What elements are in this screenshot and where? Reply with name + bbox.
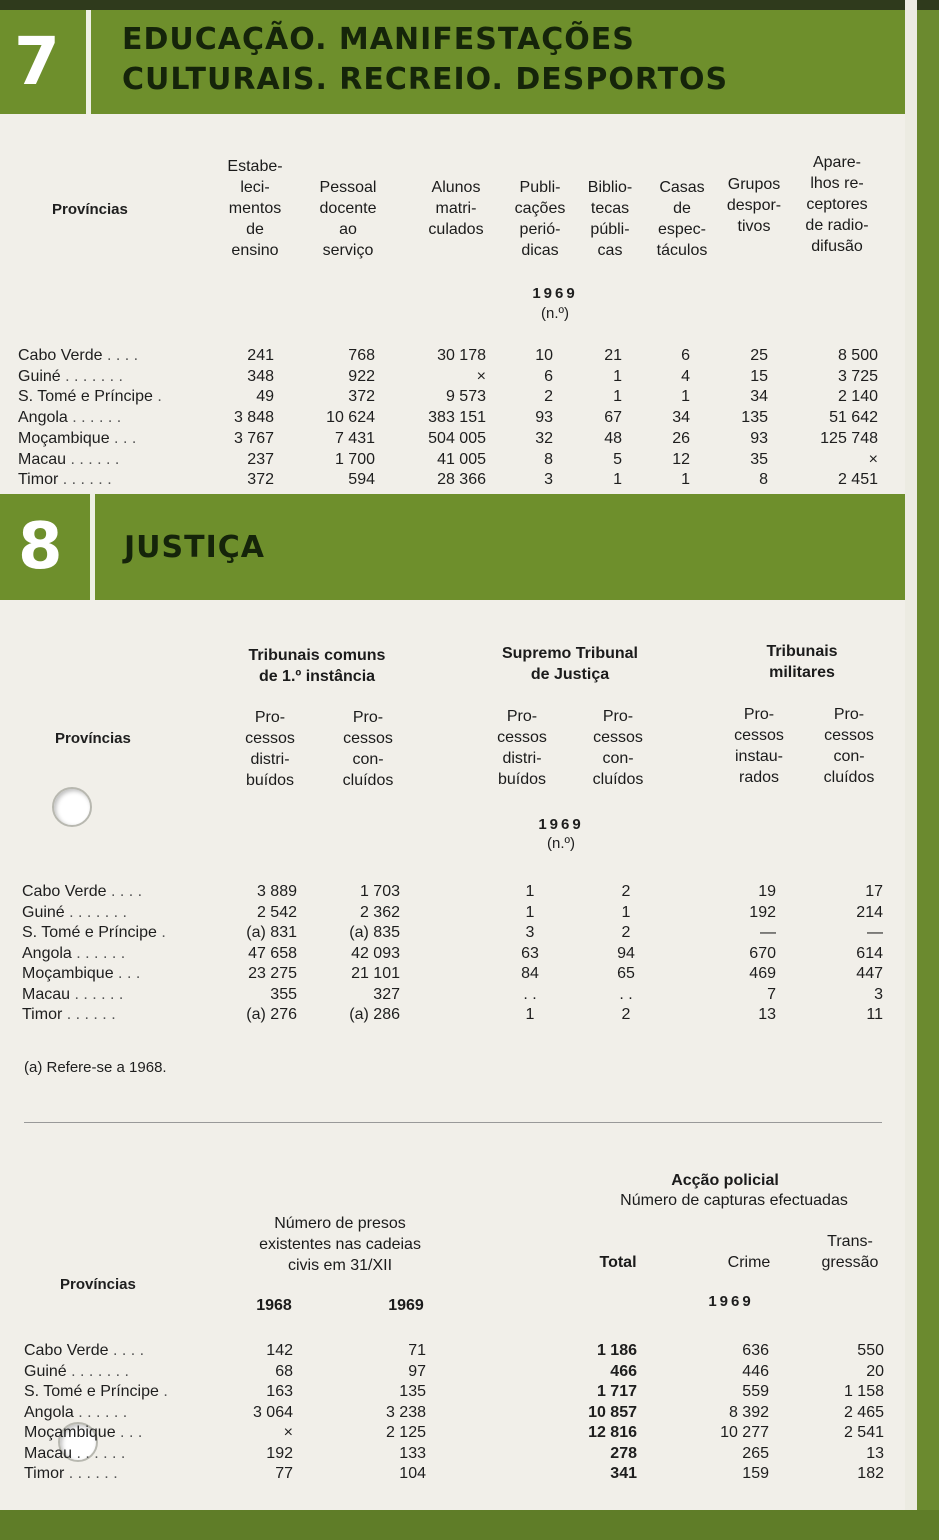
table-row [0,347,905,368]
table-cell: 133 [399,1444,426,1462]
province-name: Timor . . . . . . [22,1006,116,1023]
table-cell: 2 542 [256,903,297,921]
province-name: Moçambique . . . [22,965,141,982]
table-row [0,368,905,389]
table-cell: 19 [758,883,776,900]
year-1969-header: 1969 [388,1297,424,1314]
table-cell: 135 [741,409,768,427]
table-cell: 1 186 [596,1342,637,1359]
table-cell: 1 [621,903,631,921]
group-tribunais-militares: Tribunais militares [766,643,838,681]
transgressao-header: Trans- gressão [821,1233,879,1271]
section-divider-rule [24,1122,882,1123]
table-row [0,924,905,945]
province-name: S. Tomé e Príncipe . [24,1383,168,1400]
province-name: Angola . . . . . . [18,409,122,427]
table-cell: 8 [544,450,553,468]
crime-header: Crime [727,1254,771,1271]
table-cell: 10 857 [588,1403,637,1421]
table-cell: 1 158 [843,1383,884,1400]
table-cell: (a) 286 [349,1006,400,1023]
col-header-casas-espectaculos: Casas de espec- táculos [656,179,708,259]
table-cell: 1 717 [596,1383,637,1400]
table-cell: 104 [399,1465,426,1482]
province-name: Moçambique . . . [18,429,137,447]
table-cell: 94 [617,944,635,962]
group-tribunais-comuns: Tribunais comuns de 1.º instância [248,647,386,685]
table-cell: 71 [408,1342,426,1359]
table-cell: 8 [759,471,768,489]
table-cell: 670 [749,944,776,962]
table-row [0,1383,905,1404]
table-cell: 93 [535,409,553,427]
table-cell: 3 767 [233,429,274,447]
accao-policial-title: Acção policial [671,1172,779,1189]
table-cell: 3 [544,471,553,489]
col-header-aparelhos-receptores: Apare- lhos re- ceptores de radio- difusão [805,154,869,255]
table-cell: 84 [521,965,539,982]
table-cell: 125 748 [820,429,878,447]
col-header-tm-instaurados: Pro- cessos instau- rados [734,706,784,786]
table-cell: 41 005 [437,450,486,468]
col-header-bibliotecas: Biblio- tecas públi- cas [587,179,633,259]
table-row [0,388,905,409]
table-cell: 241 [247,347,274,364]
col-header-publicacoes: Publi- cações perió- dicas [514,179,566,259]
table-cell: 1 [613,388,622,406]
col-header-tc-distribuidos: Pro- cessos distri- buídos [245,709,295,789]
table-cell: 48 [604,429,622,447]
accao-policial-subtitle: Número de capturas efectuadas [620,1192,848,1209]
province-name: S. Tomé e Príncipe . [18,388,162,406]
table-cell: 446 [742,1362,769,1380]
table-cell: 278 [610,1444,637,1462]
col-header-pessoal-docente: Pessoal docente ao serviço [319,179,377,259]
table-cell: (a) 835 [349,924,400,941]
table-cell: 159 [742,1465,769,1482]
table-cell: 9 573 [445,388,486,406]
year-label: 1969 [538,816,584,833]
year-1968-header: 1968 [256,1297,292,1314]
table-cell: 2 [544,388,553,406]
section-8-title: JUSTIÇA [124,530,265,565]
table-cell: 2 [621,883,631,900]
presos-header: Número de presos existentes nas cadeias civis em 31/XII [259,1215,421,1274]
section-7-divider [86,10,91,114]
table-cell: 8 500 [837,347,878,364]
table-cell: 21 101 [351,965,400,982]
table-cell: 469 [749,965,776,982]
table-row [0,1424,905,1445]
unit-label: (n.º) [547,835,575,852]
table-cell: 614 [856,944,883,962]
province-name: Timor . . . . . . [24,1465,118,1482]
table-cell: 47 658 [248,944,297,962]
table-cell: 1 [681,471,690,489]
table-cell: 341 [610,1465,637,1482]
province-name: Guiné . . . . . . . [18,367,123,385]
top-edge [0,0,939,10]
province-name: Angola . . . . . . [22,944,126,962]
table-cell: (a) 276 [246,1006,297,1023]
table-cell: 135 [399,1383,426,1400]
table-row [0,1363,905,1384]
table-cell: 34 [750,388,768,406]
province-name: Macau . . . . . . [24,1444,126,1462]
table-cell: 4 [681,367,690,385]
table-cell: 2 362 [359,903,400,921]
table-cell: 1 [613,471,622,489]
table-cell: 97 [408,1362,426,1380]
table-cell: 13 [866,1444,884,1462]
col-header-grupos-desportivos: Grupos despor- tivos [726,176,782,235]
table-row [0,430,905,451]
table-cell: 3 848 [233,409,274,427]
col-header-tm-concluidos: Pro- cessos con- cluídos [823,706,875,786]
table-cell: 214 [856,903,883,921]
table-cell: 2 [621,1006,631,1023]
table-cell: 3 [874,985,883,1003]
table-cell: 559 [742,1383,769,1400]
table-cell: 77 [275,1465,293,1482]
table-cell: 23 275 [248,965,297,982]
table-cell: 1 700 [334,450,375,468]
table-cell: × [476,367,486,385]
table-cell: 2 451 [837,471,878,489]
provincias-header: Províncias [55,730,131,747]
table-cell: 8 392 [728,1403,769,1421]
col-header-st-distribuidos: Pro- cessos distri- buídos [497,708,547,788]
province-name: Timor . . . . . . [18,471,112,489]
table-cell: 3 725 [837,367,878,385]
section-7-title-line1: EDUCAÇÃO. MANIFESTAÇÕES [122,22,635,57]
table-row [0,1342,905,1363]
table-cell: 49 [256,388,274,406]
table-cell: (a) 831 [246,924,297,941]
table-cell: 594 [348,471,375,489]
table-cell: 3 [525,924,535,941]
table-cell: 1 [525,883,535,900]
table-row [0,1404,905,1425]
province-name: Cabo Verde . . . . [18,347,139,364]
table-cell: 636 [742,1342,769,1359]
section-7-header [0,10,905,114]
table-row [0,904,905,925]
table-row [0,945,905,966]
page-edge-strip [905,0,917,1540]
table-cell: 20 [866,1362,884,1380]
table-cell: 5 [613,450,622,468]
year-accao-header: 1969 [708,1293,754,1310]
table-cell: 28 366 [437,471,486,489]
table-cell: 348 [247,367,274,385]
table-cell: 3 064 [252,1403,293,1421]
table-cell: 68 [275,1362,293,1380]
table-cell: 17 [865,883,883,900]
table-cell: 32 [535,429,553,447]
table-cell: 12 [672,450,690,468]
province-name: Angola . . . . . . [24,1403,128,1421]
table-cell: 2 [621,924,631,941]
table-cell: 768 [348,347,375,364]
table-row [0,409,905,430]
table-row [0,1006,905,1027]
section-8-divider [90,494,95,600]
table-cell: 1 [525,903,535,921]
province-name: Macau . . . . . . [22,985,124,1003]
table-cell: — [760,924,776,941]
province-name: Cabo Verde . . . . [22,883,143,900]
col-header-estabelecimentos: Estabe- leci- mentos de ensino [227,158,283,259]
table-cell: 42 093 [351,944,400,962]
table-cell: 383 151 [428,409,486,427]
table-cell: 3 238 [385,1403,426,1421]
table-cell: 12 816 [588,1424,637,1441]
table-cell: — [867,924,883,941]
year-label: 1969 [532,285,578,302]
table-cell: 550 [857,1342,884,1359]
footnote: (a) Refere-se a 1968. [24,1059,167,1076]
provincias-header: Províncias [60,1276,136,1293]
table-cell: 192 [266,1444,293,1462]
table-cell: 93 [750,429,768,447]
table-cell: 192 [749,903,776,921]
table-cell: 25 [750,347,768,364]
table-cell: 63 [521,944,539,962]
table-cell: 6 [681,347,690,364]
table-cell: 13 [758,1006,776,1023]
table-cell: 504 005 [428,429,486,447]
province-name: Moçambique . . . [24,1424,143,1441]
table-cell: 34 [672,409,690,427]
table-cell: 67 [604,409,622,427]
table-cell: 1 [613,367,622,385]
province-name: Guiné . . . . . . . [22,903,127,921]
table-row [0,986,905,1007]
table-row [0,471,905,492]
table-cell: 2 541 [843,1424,884,1441]
province-name: S. Tomé e Príncipe . [22,924,166,941]
table-cell: 265 [742,1444,769,1462]
table-cell: 2 465 [843,1403,884,1421]
table-cell: 372 [247,471,274,489]
col-header-alunos: Alunos matri- culados [428,179,484,238]
table-cell: 7 [767,985,776,1003]
table-cell: 182 [857,1465,884,1482]
table-cell: 372 [348,388,375,406]
table-cell: 3 889 [256,883,297,900]
table-cell: × [868,450,878,468]
table-cell: 65 [617,965,635,982]
table-cell: 1 [681,388,690,406]
group-supremo-tribunal: Supremo Tribunal de Justiça [501,645,638,683]
table-cell: 10 624 [326,409,375,427]
total-header: Total [599,1254,637,1271]
provincias-header: Províncias [52,201,128,218]
table-cell: 21 [604,347,622,364]
province-name: Guiné . . . . . . . [24,1362,129,1380]
table-row [0,1465,905,1486]
section-8-header [0,494,905,600]
table-cell: 466 [610,1362,637,1380]
table-cell: 922 [348,367,375,385]
table-cell: 10 [535,347,553,364]
table-row [0,965,905,986]
table-cell: 51 642 [829,409,878,427]
binder-hole [52,787,92,827]
col-header-tc-concluidos: Pro- cessos con- cluídos [342,709,394,789]
table-cell: 2 140 [837,388,878,406]
table-row [0,1445,905,1466]
table-cell: 35 [750,450,768,468]
table-cell: 163 [266,1383,293,1400]
table-cell: × [283,1424,293,1441]
bottom-edge [0,1510,939,1540]
province-name: Macau . . . . . . [18,450,120,468]
table-cell: 15 [750,367,768,385]
table-cell: 142 [266,1342,293,1359]
table-row [0,451,905,472]
section-7-number: 7 [14,23,60,100]
table-cell: 237 [247,450,274,468]
unit-label: (n.º) [541,305,569,322]
table-cell: 26 [672,429,690,447]
table-cell: 327 [373,985,400,1003]
table-cell: 7 431 [334,429,375,447]
table-cell: . . [619,985,633,1003]
table-cell: 447 [856,965,883,982]
table-cell: 1 [525,1006,535,1023]
table-cell: 10 277 [720,1424,769,1441]
table-cell: 6 [544,367,553,385]
table-row [0,883,905,904]
section-7-title-line2: CULTURAIS. RECREIO. DESPORTOS [122,62,729,97]
table-cell: 1 703 [359,883,400,900]
table-cell: 355 [270,985,297,1003]
section-8-number: 8 [18,510,63,584]
table-cell: 2 125 [385,1424,426,1441]
table-cell: 11 [866,1006,883,1023]
table-cell: . . [523,985,537,1003]
table-cell: 30 178 [437,347,486,364]
col-header-st-concluidos: Pro- cessos con- cluídos [592,708,644,788]
province-name: Cabo Verde . . . . [24,1342,145,1359]
